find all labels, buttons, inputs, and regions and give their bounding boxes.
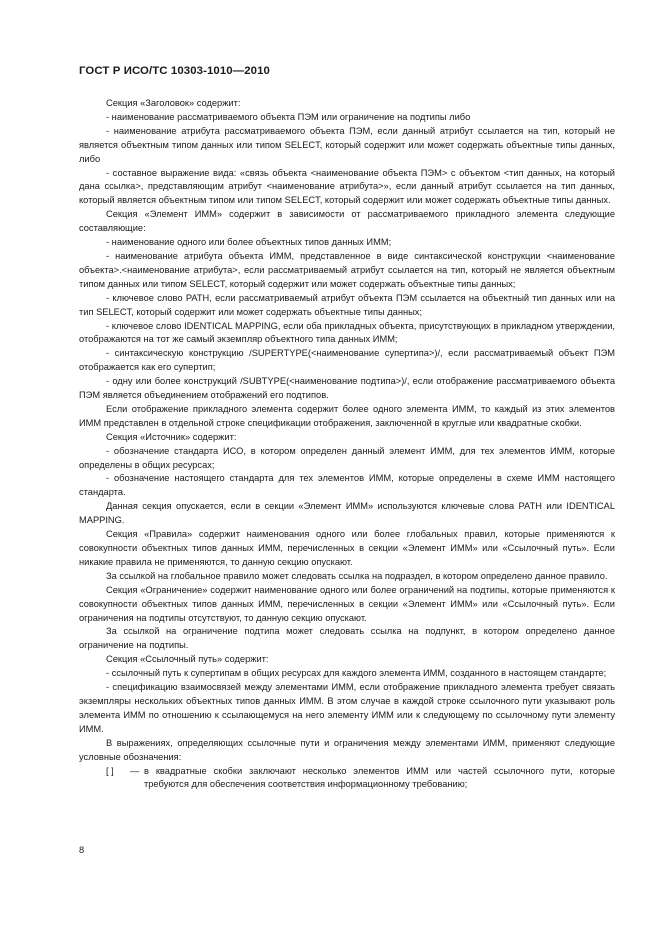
- paragraph: - наименование одного или более объектных типов данных ИММ;: [106, 237, 392, 248]
- paragraph: - одну или более конструкций /SUBTYPE(<наименование подтипа>)/, если отображение рассматриваемого объекта ПЭМ является объединением отображений его подтипов.: [79, 376, 615, 401]
- paragraph: Секция «Правила» содержит наименования одного или более глобальных правил, которые применяются к совокупности объектных типов данных ИММ, перечисленных в секции «Элемент ИММ» или «Ссылочный путь». Если никакие правила не применяются, то данную секцию опускают.: [79, 529, 615, 567]
- paragraph: - ключевое слово IDENTICAL MAPPING, если оба прикладных объекта, присутствующих в прикладном утверждении, отображаются на тот же самый экземпляр объектного типа данных ИММ;: [79, 320, 615, 345]
- legend-item: [79, 765, 615, 793]
- legend-symbol: [ ]: [106, 765, 114, 776]
- paragraph: - наименование рассматриваемого объекта ПЭМ или ограничение на подтипы либо: [106, 111, 471, 122]
- paragraph: Секция «Ограничение» содержит наименование одного или более ограничений на подтипы, которые применяются к совокупности объектных типов данных ИММ, перечисленных в секции «Элемент ИММ» или «Ссылочный путь». Если ограничения на подтипы отсутствуют, то данную секцию опускают.: [79, 584, 615, 623]
- legend-description: в квадратные скобки заключают несколько элементов ИММ или частей ссылочного пути, которые требуются для обеспечения соответствия информационному требованию;: [144, 765, 615, 790]
- paragraph: - ключевое слово PATH, если рассматриваемый атрибут объекта ПЭМ ссылается на объектный тип данных или на тип SELECT, который содержит или может содержать объектные типы данных;: [79, 292, 615, 317]
- paragraph: За ссылкой на ограничение подтипа может следовать ссылка на подпункт, в котором определено данное ограничение на подтипы.: [79, 626, 615, 651]
- paragraph: Секция «Источник» содержит:: [106, 431, 237, 442]
- paragraph: Секция «Заголовок» содержит:: [106, 98, 241, 108]
- paragraph: - ссылочный путь к супертипам в общих ресурсах для каждого элемента ИММ, созданного в настоящем стандарте;: [106, 668, 607, 679]
- paragraph: Если отображение прикладного элемента содержит более одного элемента ИММ, то каждый из этих элементов ИММ представлен в отдельной строке спецификации отображения, заключенной в круглые или квадратные скобки.: [79, 403, 615, 428]
- legend-dash: —: [130, 765, 140, 776]
- paragraph: Секция «Ссылочный путь» содержит:: [106, 654, 269, 665]
- document-header: ГОСТ Р ИСО/ТС 10303-1010—2010: [79, 65, 270, 77]
- page-number: 8: [79, 845, 85, 855]
- paragraph: - спецификацию взаимосвязей между элементами ИММ, если отображение прикладного элемента требует связать экземпляры нескольких объектных типов данных ИММ. В этом случае в каждой строке ссылочного пути указывают роль элемента ИММ по отношению к ссылающемуся на него элементу ИММ или к следующему по ссылочному пути элементу ИММ.: [79, 682, 615, 734]
- paragraph: - обозначение настоящего стандарта для тех элементов ИММ, которые определены в схеме ИММ настоящего стандарта.: [79, 473, 615, 498]
- paragraph: - составное выражение вида: «связь объекта <наименование объекта ПЭМ> с объектом <тип данных, на который дана ссылка>, представляющим атрибут <наименование атрибута>», если данный атрибут ссылается на тип данных, который является объектным типом или типом SELECT, который содержит или может содержать объектные типы данных.: [79, 167, 615, 206]
- paragraph: Данная секция опускается, если в секции «Элемент ИММ» используются ключевые слова PATH или IDENTICAL MAPPING.: [79, 501, 615, 526]
- paragraph: - наименование атрибута рассматриваемого объекта ПЭМ, если данный атрибут ссылается на тип, который не является объектным типом данных или типом SELECT, который содержит или может содержать объектные типы данных, либо: [79, 125, 615, 164]
- paragraph: - наименование атрибута объекта ИММ, представленное в виде синтаксической конструкции <наименование объекта>.<наименование атрибута>, если рассматриваемый атрибут ссылается на тип, который не является объектным типом данных или типом SELECT, который содержит или может содержать объектные типы данных;: [79, 250, 615, 289]
- paragraph: За ссылкой на глобальное правило может следовать ссылка на подраздел, в котором определено данное правило.: [106, 570, 608, 581]
- paragraph: Секция «Элемент ИММ» содержит в зависимости от рассматриваемого прикладного элемента следующие составляющие:: [79, 209, 615, 234]
- document-body: [79, 97, 615, 792]
- paragraph: - обозначение стандарта ИСО, в котором определен данный элемент ИММ, для тех элементов ИММ, которые определены в общих ресурсах;: [79, 445, 615, 470]
- paragraph: В выражениях, определяющих ссылочные пути и ограничения между элементами ИММ, применяют следующие условные обозначения:: [79, 737, 615, 762]
- paragraph: - синтаксическую конструкцию /SUPERTYPE(<наименование супертипа>)/, если рассматриваемый объект ПЭМ отображается как его супертип;: [79, 348, 615, 373]
